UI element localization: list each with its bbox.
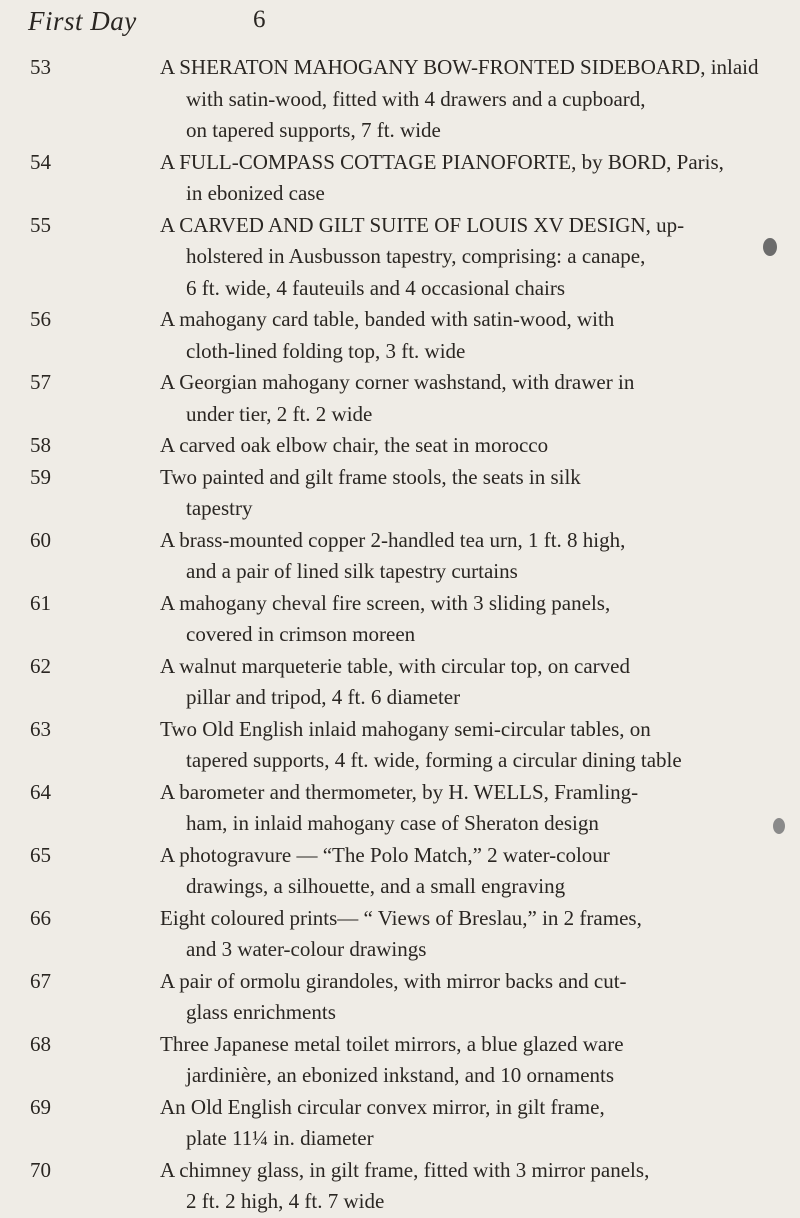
description-line: A mahogany cheval fire screen, with 3 sliding panels, bbox=[160, 590, 611, 615]
description-line: and 3 water-colour drawings bbox=[186, 937, 427, 961]
description-line: jardinière, an ebonized inkstand, and 10 ornaments bbox=[186, 1063, 615, 1087]
description-line: Two Old English inlaid mahogany semi-circular tables, on bbox=[160, 716, 651, 741]
lot-description bbox=[160, 147, 770, 210]
description-line: tapestry bbox=[186, 496, 253, 520]
lot-entry bbox=[30, 367, 770, 430]
description-line: A barometer and thermometer, by H. WELLS, Framling- bbox=[160, 779, 639, 804]
lot-list bbox=[30, 52, 770, 1218]
description-line: drawings, a silhouette, and a small engraving bbox=[186, 874, 566, 898]
description-line: under tier, 2 ft. 2 wide bbox=[186, 401, 373, 426]
description-line: A FULL-COMPASS COTTAGE PIANOFORTE, by BORD, Paris, bbox=[160, 149, 724, 174]
lot-entry bbox=[30, 966, 770, 1029]
description-line: pillar and tripod, 4 ft. 6 diameter bbox=[186, 685, 461, 709]
lot-number: 68 bbox=[30, 1031, 51, 1056]
page-header bbox=[28, 6, 266, 40]
lot-description bbox=[160, 651, 770, 714]
lot-entry bbox=[30, 210, 770, 305]
lot-number: 54 bbox=[30, 149, 51, 174]
description-line: A brass-mounted copper 2-handled tea urn, 1 ft. 8 high, bbox=[160, 527, 626, 552]
lot-number: 55 bbox=[30, 212, 51, 237]
lot-entry bbox=[30, 1155, 770, 1218]
lot-description bbox=[160, 1092, 770, 1155]
lot-description bbox=[160, 462, 770, 525]
description-line: glass enrichments bbox=[186, 1000, 336, 1024]
description-line: A carved oak elbow chair, the seat in morocco bbox=[160, 433, 549, 457]
lot-number: 53 bbox=[30, 55, 51, 79]
lot-description bbox=[160, 525, 770, 588]
lot-entry bbox=[30, 714, 770, 777]
description-line: with satin-wood, fitted with 4 drawers and a cupboard, bbox=[186, 86, 646, 111]
description-line: A mahogany card table, banded with satin-wood, with bbox=[160, 307, 615, 331]
description-line: A CARVED AND GILT SUITE OF LOUIS XV DESIGN, up- bbox=[160, 212, 685, 237]
lot-entry bbox=[30, 462, 770, 525]
lot-number: 63 bbox=[30, 716, 51, 741]
lot-number: 66 bbox=[30, 905, 51, 930]
lot-description bbox=[160, 367, 770, 430]
lot-entry bbox=[30, 1029, 770, 1092]
description-line: tapered supports, 4 ft. wide, forming a circular dining table bbox=[186, 748, 682, 772]
lot-entry bbox=[30, 52, 770, 147]
binding-hole-mark bbox=[763, 238, 777, 256]
lot-description bbox=[160, 966, 770, 1029]
lot-number: 67 bbox=[30, 968, 51, 993]
description-line: cloth-lined folding top, 3 ft. wide bbox=[186, 338, 466, 363]
lot-description bbox=[160, 714, 770, 777]
description-line: Eight coloured prints— “ Views of Breslau,” in 2 frames, bbox=[160, 905, 642, 930]
lot-entry bbox=[30, 840, 770, 903]
lot-number: 70 bbox=[30, 1157, 51, 1182]
description-line: holstered in Ausbusson tapestry, comprising: a canape, bbox=[186, 244, 646, 268]
description-line: Three Japanese metal toilet mirrors, a blue glazed ware bbox=[160, 1031, 624, 1056]
lot-description bbox=[160, 840, 770, 903]
day-title: First Day bbox=[28, 6, 137, 36]
lot-number: 58 bbox=[30, 433, 51, 457]
lot-entry bbox=[30, 430, 770, 462]
lot-number: 56 bbox=[30, 307, 51, 331]
lot-description bbox=[160, 588, 770, 651]
lot-number: 60 bbox=[30, 527, 51, 552]
description-line: 2 ft. 2 high, 4 ft. 7 wide bbox=[186, 1189, 385, 1213]
description-line: plate 11¼ in. diameter bbox=[186, 1126, 374, 1150]
lot-entry bbox=[30, 903, 770, 966]
description-line: A Georgian mahogany corner washstand, with drawer in bbox=[160, 370, 635, 394]
lot-entry bbox=[30, 525, 770, 588]
description-line: An Old English circular convex mirror, in gilt frame, bbox=[160, 1094, 605, 1119]
lot-description bbox=[160, 1029, 770, 1092]
lot-description bbox=[160, 52, 770, 147]
lot-number: 64 bbox=[30, 779, 51, 804]
lot-number: 69 bbox=[30, 1094, 51, 1119]
description-line: A photogravure — “The Polo Match,” 2 water-colour bbox=[160, 842, 610, 867]
lot-number: 57 bbox=[30, 370, 51, 394]
page-number: 6 bbox=[253, 6, 266, 33]
description-line: covered in crimson moreen bbox=[186, 622, 416, 646]
binding-hole-mark bbox=[773, 818, 785, 834]
lot-description bbox=[160, 210, 770, 305]
description-line: and a pair of lined silk tapestry curtains bbox=[186, 559, 518, 583]
lot-description bbox=[160, 1155, 770, 1218]
description-line: A walnut marqueterie table, with circular top, on carved bbox=[160, 653, 630, 678]
lot-number: 65 bbox=[30, 842, 51, 867]
lot-number: 62 bbox=[30, 653, 51, 678]
lot-description bbox=[160, 304, 770, 367]
lot-number: 61 bbox=[30, 590, 51, 615]
description-line: on tapered supports, 7 ft. wide bbox=[186, 118, 441, 142]
lot-number: 59 bbox=[30, 464, 51, 489]
description-line: Two painted and gilt frame stools, the seats in silk bbox=[160, 464, 581, 489]
description-line: A chimney glass, in gilt frame, fitted with 3 mirror panels, bbox=[160, 1157, 650, 1182]
description-line: ham, in inlaid mahogany case of Sheraton design bbox=[186, 811, 599, 835]
lot-description bbox=[160, 903, 770, 966]
lot-entry bbox=[30, 1092, 770, 1155]
lot-entry bbox=[30, 588, 770, 651]
description-line: A SHERATON MAHOGANY BOW-FRONTED SIDEBOARD, inlaid bbox=[160, 55, 759, 79]
description-line: 6 ft. wide, 4 fauteuils and 4 occasional chairs bbox=[186, 275, 566, 300]
lot-entry bbox=[30, 147, 770, 210]
description-line: in ebonized case bbox=[186, 181, 325, 205]
lot-entry bbox=[30, 651, 770, 714]
lot-description bbox=[160, 430, 770, 462]
lot-entry bbox=[30, 304, 770, 367]
lot-description bbox=[160, 777, 770, 840]
description-line: A pair of ormolu girandoles, with mirror backs and cut- bbox=[160, 968, 627, 993]
lot-entry bbox=[30, 777, 770, 840]
